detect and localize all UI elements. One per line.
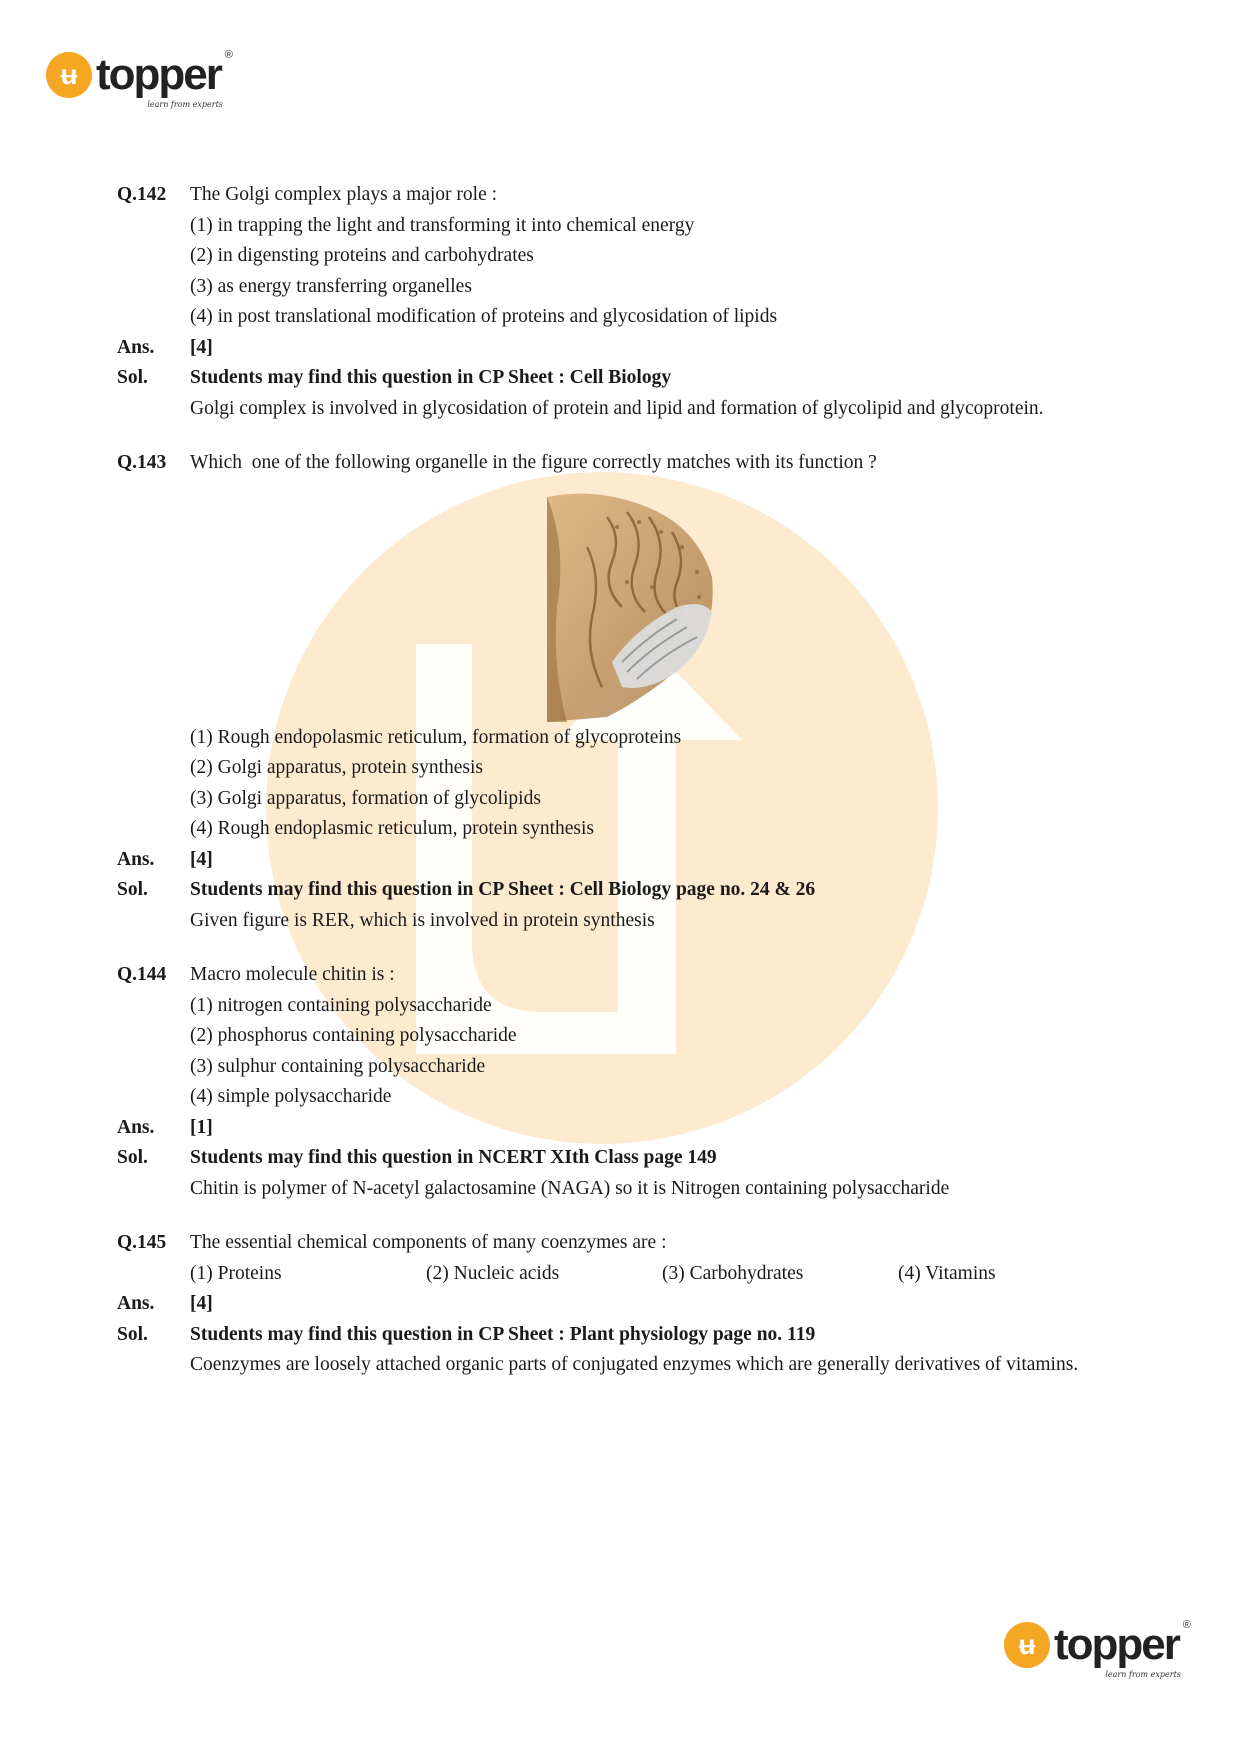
answer-label: Ans. xyxy=(117,1293,155,1314)
option-2: (2) phosphorus containing polysaccharide xyxy=(190,1025,517,1046)
topper-logo-footer xyxy=(1004,1619,1191,1679)
option-1: (1) in trapping the light and transforming it into chemical energy xyxy=(190,214,695,236)
solution-text: Given figure is RER, which is involved in protein synthesis xyxy=(190,909,655,931)
rer-organelle-figure xyxy=(527,487,727,727)
question-number: Q.142 xyxy=(117,184,167,205)
answer-value: [4] xyxy=(190,848,213,870)
answer-label: Ans. xyxy=(117,848,155,870)
option-2: (2) Nucleic acids xyxy=(426,1262,560,1284)
answer-value: [1] xyxy=(190,1116,213,1138)
option-3: (3) as energy transferring organelles xyxy=(190,275,472,297)
solution-source: Students may find this question in CP Sheet : Cell Biology page no. 24 & 26 xyxy=(190,879,816,900)
question-143 xyxy=(117,448,1127,936)
option-1: (1) Rough endopolasmic reticulum, formation of glycoproteins xyxy=(190,726,682,748)
answer-value: [4] xyxy=(190,1293,213,1314)
solution-source: Students may find this question in CP Sheet : Plant physiology page no. 119 xyxy=(190,1323,816,1345)
question-text: The Golgi complex plays a major role : xyxy=(190,184,498,205)
option-4: (4) Rough endoplasmic reticulum, protein synthesis xyxy=(190,818,595,839)
topper-logo-mark: ʉ xyxy=(1004,1622,1050,1668)
question-145 xyxy=(117,1228,1127,1381)
question-text: The essential chemical components of many coenzymes are : xyxy=(190,1232,667,1253)
answer-label: Ans. xyxy=(117,1116,155,1138)
question-number: Q.143 xyxy=(117,452,167,473)
solution-source: Students may find this question in NCERT XIth Class page 149 xyxy=(190,1147,717,1168)
logo-wordmark: topper xyxy=(96,50,221,99)
solution-source: Students may find this question in CP Sheet : Cell Biology xyxy=(190,367,672,388)
logo-tagline: learn from experts xyxy=(1105,1670,1181,1679)
option-4: (4) Vitamins xyxy=(898,1262,996,1284)
topper-logo xyxy=(46,49,233,109)
option-4: (4) in post translational modification of proteins and glycosidation of lipids xyxy=(190,306,778,327)
answer-value: [4] xyxy=(190,336,213,358)
solution-text: Chitin is polymer of N-acetyl galactosamine (NAGA) so it is Nitrogen containing polysaccharide xyxy=(190,1177,950,1199)
option-4: (4) simple polysaccharide xyxy=(190,1086,392,1107)
option-3: (3) Golgi apparatus, formation of glycolipids xyxy=(190,787,541,809)
solution-label: Sol. xyxy=(117,879,148,900)
solution-label: Sol. xyxy=(117,1323,148,1345)
option-3: (3) sulphur containing polysaccharide xyxy=(190,1055,486,1077)
question-text: Which one of the following organelle in the figure correctly matches with its function ? xyxy=(190,452,877,473)
question-sheet xyxy=(117,180,1127,1405)
question-142 xyxy=(117,180,1127,424)
option-3: (3) Carbohydrates xyxy=(662,1262,804,1284)
option-1: (1) Proteins xyxy=(190,1262,282,1284)
answer-label: Ans. xyxy=(117,336,155,358)
logo-wordmark: topper xyxy=(1054,1620,1179,1669)
solution-text: Golgi complex is involved in glycosidation of protein and lipid and formation of glycolipid and glycoprotein. xyxy=(190,397,1044,419)
option-2: (2) Golgi apparatus, protein synthesis xyxy=(190,757,483,778)
option-2: (2) in digensting proteins and carbohydrates xyxy=(190,245,534,266)
logo-tagline: learn from experts xyxy=(147,100,223,109)
question-number: Q.144 xyxy=(117,964,167,985)
solution-label: Sol. xyxy=(117,367,148,388)
solution-label: Sol. xyxy=(117,1147,148,1168)
solution-text: Coenzymes are loosely attached organic parts of conjugated enzymes which are generally derivatives of vitamins. xyxy=(190,1354,1079,1375)
topper-logo-mark: ʉ xyxy=(46,52,92,98)
question-number: Q.145 xyxy=(117,1232,167,1253)
option-1: (1) nitrogen containing polysaccharide xyxy=(190,994,492,1016)
question-144 xyxy=(117,960,1127,1204)
registered-mark: ® xyxy=(224,49,233,61)
question-text: Macro molecule chitin is : xyxy=(190,964,395,985)
registered-mark: ® xyxy=(1182,1619,1191,1631)
